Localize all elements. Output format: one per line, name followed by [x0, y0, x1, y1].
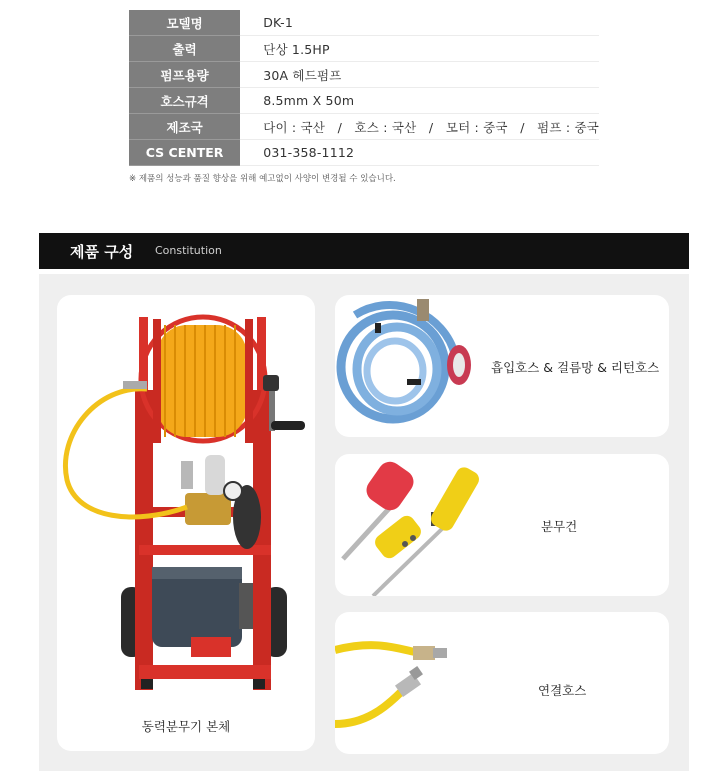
label-connect-hose: 연결호스	[538, 683, 587, 698]
spec-note: ※ 제품의 성능과 품질 향상을 위해 예고없이 사양이 변경될 수 있습니다.	[129, 174, 396, 184]
spec-value: 8.5mm X 50m	[240, 88, 599, 114]
section-header	[39, 233, 689, 269]
spec-value: 단상 1.5HP	[240, 36, 599, 62]
spec-row-power	[129, 36, 599, 62]
card-spray-gun	[335, 454, 669, 596]
spec-value: 30A 헤드펌프	[240, 62, 599, 88]
components-panel	[39, 274, 689, 771]
label-suction-hose: 흡입호스 & 걸름망 & 리턴호스	[491, 360, 660, 375]
connect-hose-image	[335, 612, 485, 754]
spec-row-cs	[129, 140, 599, 166]
spec-key: 모델명	[129, 10, 240, 36]
card-main-unit	[57, 295, 315, 751]
spec-value: DK-1	[240, 10, 599, 36]
card-connect-hose	[335, 612, 669, 754]
label-spray-gun: 분무건	[541, 519, 578, 534]
spec-row-hose	[129, 88, 599, 114]
spec-key: 출력	[129, 36, 240, 62]
spec-row-pump	[129, 62, 599, 88]
spec-row-model	[129, 10, 599, 36]
spec-key: 제조국	[129, 114, 240, 140]
section-title: 제품 구성	[70, 243, 134, 261]
spec-key: 호스규격	[129, 88, 240, 114]
spec-row-origin	[129, 114, 599, 140]
section-subtitle: Constitution	[155, 244, 222, 257]
spec-value: 031-358-1112	[240, 140, 599, 166]
card-suction-hose	[335, 295, 669, 437]
label-main-unit: 동력분무기 본체	[141, 719, 231, 734]
spec-key: 펌프용량	[129, 62, 240, 88]
spec-value: 다이 : 국산 / 호스 : 국산 / 모터 : 중국 / 펌프 : 중국	[240, 114, 599, 140]
spec-table	[129, 10, 599, 166]
spec-key: CS CENTER	[129, 140, 240, 166]
sprayer-unit-image	[57, 295, 315, 751]
spray-gun-image	[335, 454, 505, 596]
suction-hose-image	[335, 295, 485, 437]
